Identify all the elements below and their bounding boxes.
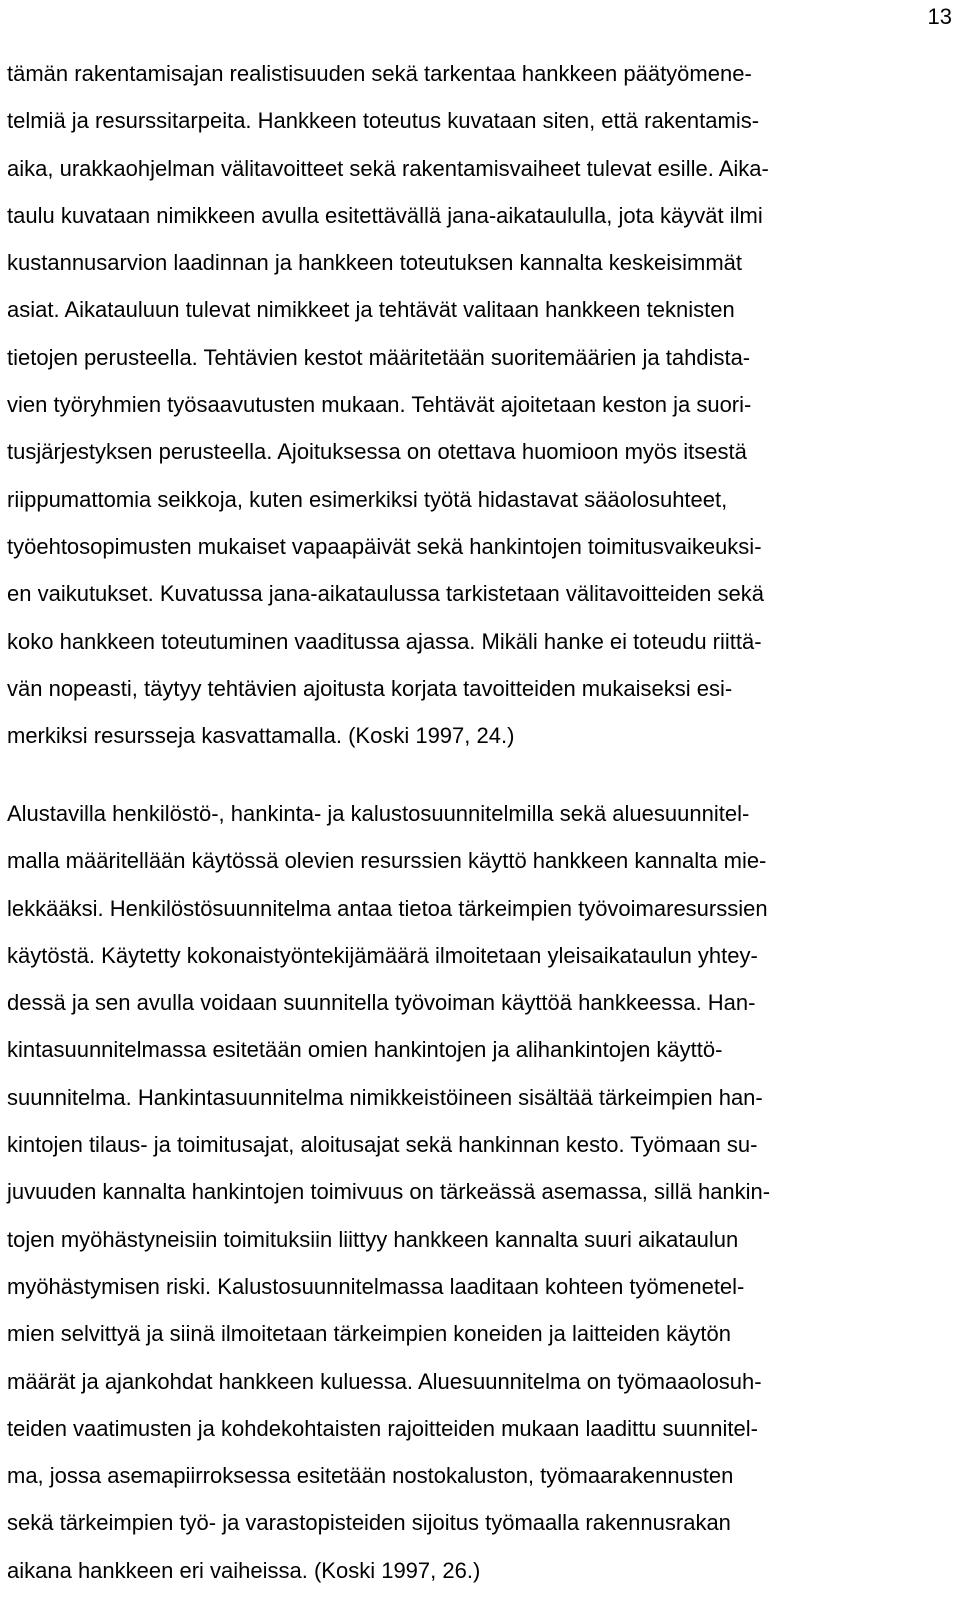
text-line: mien selvittyä ja siinä ilmoitetaan tärkeimpien koneiden ja laitteiden käytön <box>7 1321 731 1347</box>
text-line: dessä ja sen avulla voidaan suunnitella työvoiman käyttöä hankkeessa. Han- <box>7 990 756 1016</box>
text-line: sekä tärkeimpien työ- ja varastopisteiden sijoitus työmaalla rakennusrakan <box>7 1510 731 1536</box>
text-line: malla määritellään käytössä olevien resurssien käyttö hankkeen kannalta mie- <box>7 848 767 874</box>
text-line: riippumattomia seikkoja, kuten esimerkiksi työtä hidastavat sääolosuhteet, <box>7 486 728 512</box>
text-line: käytöstä. Käytetty kokonaistyöntekijämäärä ilmoitetaan yleisaikataulun yhtey- <box>7 942 758 968</box>
text-line: koko hankkeen toteutuminen vaaditussa ajassa. Mikäli hanke ei toteudu riittä- <box>7 628 762 654</box>
text-line: tojen myöhästyneisiin toimituksiin liittyy hankkeen kannalta suuri aikataulun <box>7 1226 739 1252</box>
page-number: 13 <box>927 4 952 29</box>
text-line: tietojen perusteella. Tehtävien kestot määritetään suoritemäärien ja tahdista- <box>7 344 751 370</box>
paragraph-schedule <box>7 50 769 759</box>
text-line: telmiä ja resurssitarpeita. Hankkeen toteutus kuvataan siten, että rakentamis- <box>7 108 760 134</box>
text-line: teiden vaatimusten ja kohdekohtaisten rajoitteiden mukaan laadittu suunnitel- <box>7 1415 758 1441</box>
text-line: aikana hankkeen eri vaiheissa. (Koski 1997, 26.) <box>7 1557 481 1583</box>
text-line: työehtosopimusten mukaiset vapaapäivät sekä hankintojen toimitusvaikeuksi- <box>7 533 762 559</box>
text-line: vän nopeasti, täytyy tehtävien ajoitusta korjata tavoitteiden mukaiseksi esi- <box>7 675 733 701</box>
paragraph-resources <box>7 790 770 1594</box>
text-line: Alustavilla henkilöstö-, hankinta- ja kalustosuunnitelmilla sekä aluesuunnitel- <box>7 801 750 826</box>
text-line: myöhästymisen riski. Kalustosuunnitelmassa laaditaan kohteen työmenetel- <box>7 1273 745 1299</box>
text-line: aika, urakkaohjelman välitavoitteet sekä rakentamisvaiheet tulevat esille. Aika- <box>7 155 769 181</box>
text-line: taulu kuvataan nimikkeen avulla esitettävällä jana-aikataululla, jota käyvät ilmi <box>7 202 763 228</box>
text-line: määrät ja ajankohdat hankkeen kuluessa. Aluesuunnitelma on työmaaolosuh- <box>7 1368 762 1394</box>
text-line: kintojen tilaus- ja toimitusajat, aloitusajat sekä hankinnan kesto. Työmaan su- <box>7 1132 758 1158</box>
text-line: kustannusarvion laadinnan ja hankkeen toteutuksen kannalta keskeisimmät <box>7 250 743 276</box>
text-line: asiat. Aikatauluun tulevat nimikkeet ja tehtävät valitaan hankkeen teknisten <box>7 297 735 323</box>
text-line: tämän rakentamisajan realistisuuden sekä tarkentaa hankkeen päätyömene- <box>7 61 752 86</box>
text-line: ma, jossa asemapiirroksessa esitetään nostokaluston, työmaarakennusten <box>7 1463 734 1489</box>
text-line: merkiksi resursseja kasvattamalla. (Koski 1997, 24.) <box>7 723 515 749</box>
text-line: vien työryhmien työsaavutusten mukaan. Tehtävät ajoitetaan keston ja suori- <box>7 392 752 418</box>
text-line: lekkääksi. Henkilöstösuunnitelma antaa tietoa tärkeimpien työvoimaresurssien <box>7 895 768 921</box>
text-line: kintasuunnitelmassa esitetään omien hankintojen ja alihankintojen käyttö- <box>7 1037 723 1063</box>
text-line: suunnitelma. Hankintasuunnitelma nimikkeistöineen sisältää tärkeimpien han- <box>7 1084 763 1110</box>
text-line: tusjärjestyksen perusteella. Ajoituksessa on otettava huomioon myös itsestä <box>7 439 747 465</box>
text-line: en vaikutukset. Kuvatussa jana-aikataulussa tarkistetaan välitavoitteiden sekä <box>7 581 764 607</box>
text-line: juvuuden kannalta hankintojen toimivuus on tärkeässä asemassa, sillä hankin- <box>7 1179 771 1205</box>
